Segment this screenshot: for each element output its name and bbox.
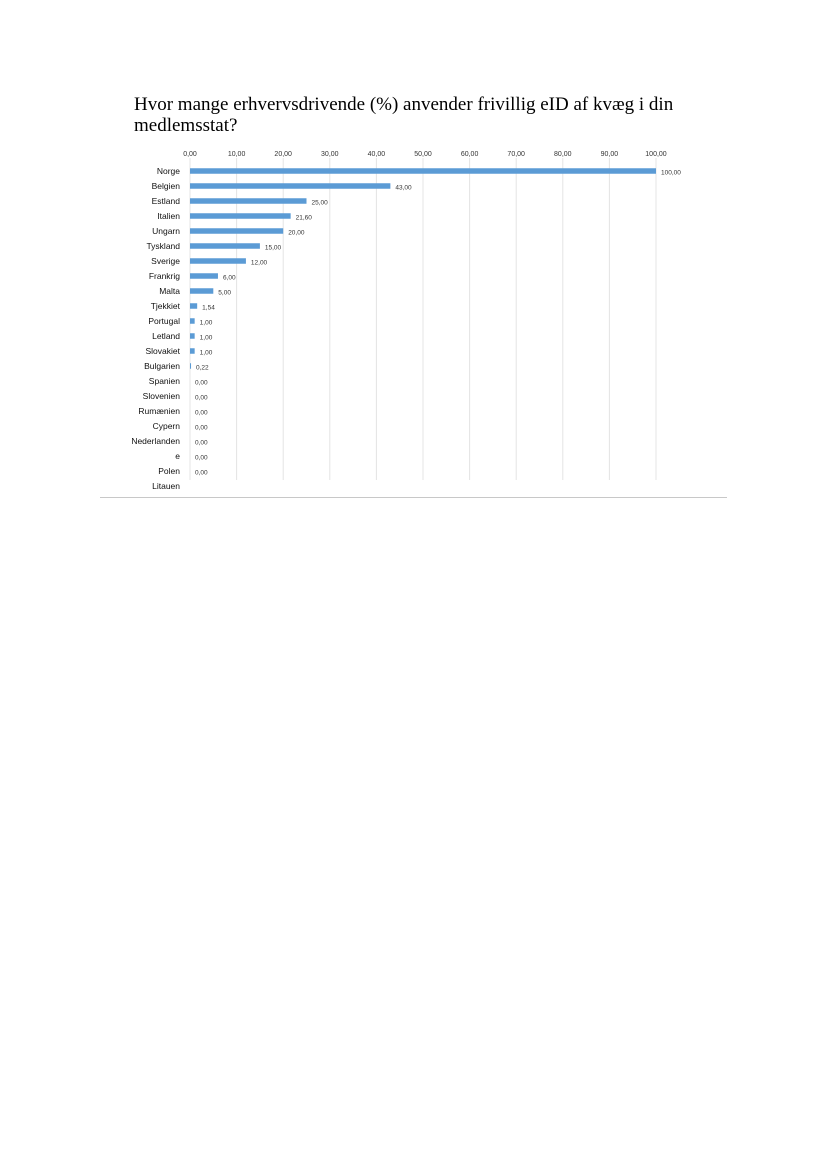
x-tick-label: 70,00 bbox=[507, 151, 525, 158]
data-label: 20,00 bbox=[288, 229, 305, 237]
category-label: e bbox=[175, 451, 180, 461]
bar bbox=[190, 198, 307, 204]
x-tick-label: 0,00 bbox=[183, 151, 197, 158]
bar bbox=[190, 363, 191, 369]
data-label: 0,00 bbox=[195, 439, 208, 447]
category-label: Sverige bbox=[151, 256, 180, 266]
data-label: 0,00 bbox=[195, 469, 208, 477]
data-label: 0,00 bbox=[195, 394, 208, 402]
category-label: Estland bbox=[151, 196, 180, 206]
bar bbox=[190, 213, 291, 219]
x-tick-label: 40,00 bbox=[367, 151, 386, 158]
category-label: Rumænien bbox=[138, 406, 180, 416]
data-label: 6,00 bbox=[222, 274, 236, 282]
data-label: 100,00 bbox=[661, 169, 681, 177]
x-tick-label: 100,00 bbox=[645, 151, 667, 158]
bar bbox=[190, 243, 260, 249]
bar bbox=[190, 228, 283, 234]
x-tick-label: 20,00 bbox=[274, 151, 292, 158]
data-label: 0,22 bbox=[196, 364, 209, 372]
bar bbox=[190, 318, 195, 324]
bar bbox=[190, 288, 213, 294]
category-label: Letland bbox=[152, 331, 180, 341]
x-tick-label: 90,00 bbox=[600, 151, 619, 158]
data-label: 25,00 bbox=[311, 199, 328, 207]
data-label: 0,00 bbox=[195, 424, 208, 432]
bar bbox=[190, 348, 195, 354]
data-label: 12,00 bbox=[250, 259, 268, 267]
category-label: Ungarn bbox=[152, 226, 180, 236]
data-label: 43,00 bbox=[395, 184, 412, 192]
data-label: 21,60 bbox=[295, 214, 312, 222]
category-label: Bulgarien bbox=[144, 361, 180, 371]
data-label: 15,00 bbox=[264, 244, 282, 252]
data-label: 1,00 bbox=[199, 319, 213, 327]
chart-title: Hvor mange erhvervsdrivende (%) anvender frivillig eID af kvæg i din medlemsstat? bbox=[134, 94, 674, 136]
category-label: Tjekkiet bbox=[150, 301, 180, 311]
x-tick-label: 50,00 bbox=[414, 151, 432, 158]
bar-chart bbox=[0, 0, 827, 500]
x-tick-label: 80,00 bbox=[554, 151, 572, 158]
data-label: 0,00 bbox=[195, 379, 208, 387]
category-label: Spanien bbox=[148, 376, 180, 386]
data-label: 5,00 bbox=[218, 289, 231, 297]
data-label: 0,00 bbox=[195, 454, 208, 462]
data-label: 1,00 bbox=[199, 349, 213, 357]
bar bbox=[190, 183, 390, 189]
category-label: Norge bbox=[156, 166, 180, 176]
category-label: Portugal bbox=[148, 316, 180, 326]
bar bbox=[190, 273, 218, 279]
category-label: Belgien bbox=[151, 181, 180, 191]
bar bbox=[190, 333, 195, 339]
bar bbox=[190, 258, 246, 264]
bar bbox=[190, 303, 197, 309]
bar bbox=[190, 168, 656, 174]
data-label: 1,54 bbox=[202, 304, 215, 312]
x-tick-label: 30,00 bbox=[321, 151, 339, 158]
x-tick-label: 10,00 bbox=[227, 151, 246, 158]
category-label: Italien bbox=[157, 211, 180, 221]
category-label: Nederlanden bbox=[131, 436, 180, 446]
category-label: Cypern bbox=[152, 421, 180, 431]
category-label: Malta bbox=[159, 286, 180, 296]
data-label: 0,00 bbox=[195, 409, 208, 417]
divider-line bbox=[100, 497, 727, 498]
data-label: 1,00 bbox=[199, 334, 213, 342]
x-tick-label: 60,00 bbox=[460, 151, 479, 158]
category-label: Slovakiet bbox=[145, 346, 180, 356]
category-label: Frankrig bbox=[148, 271, 180, 281]
category-label: Tyskland bbox=[146, 241, 180, 251]
category-label: Litauen bbox=[152, 481, 180, 491]
category-label: Polen bbox=[158, 466, 180, 476]
category-label: Slovenien bbox=[142, 391, 180, 401]
